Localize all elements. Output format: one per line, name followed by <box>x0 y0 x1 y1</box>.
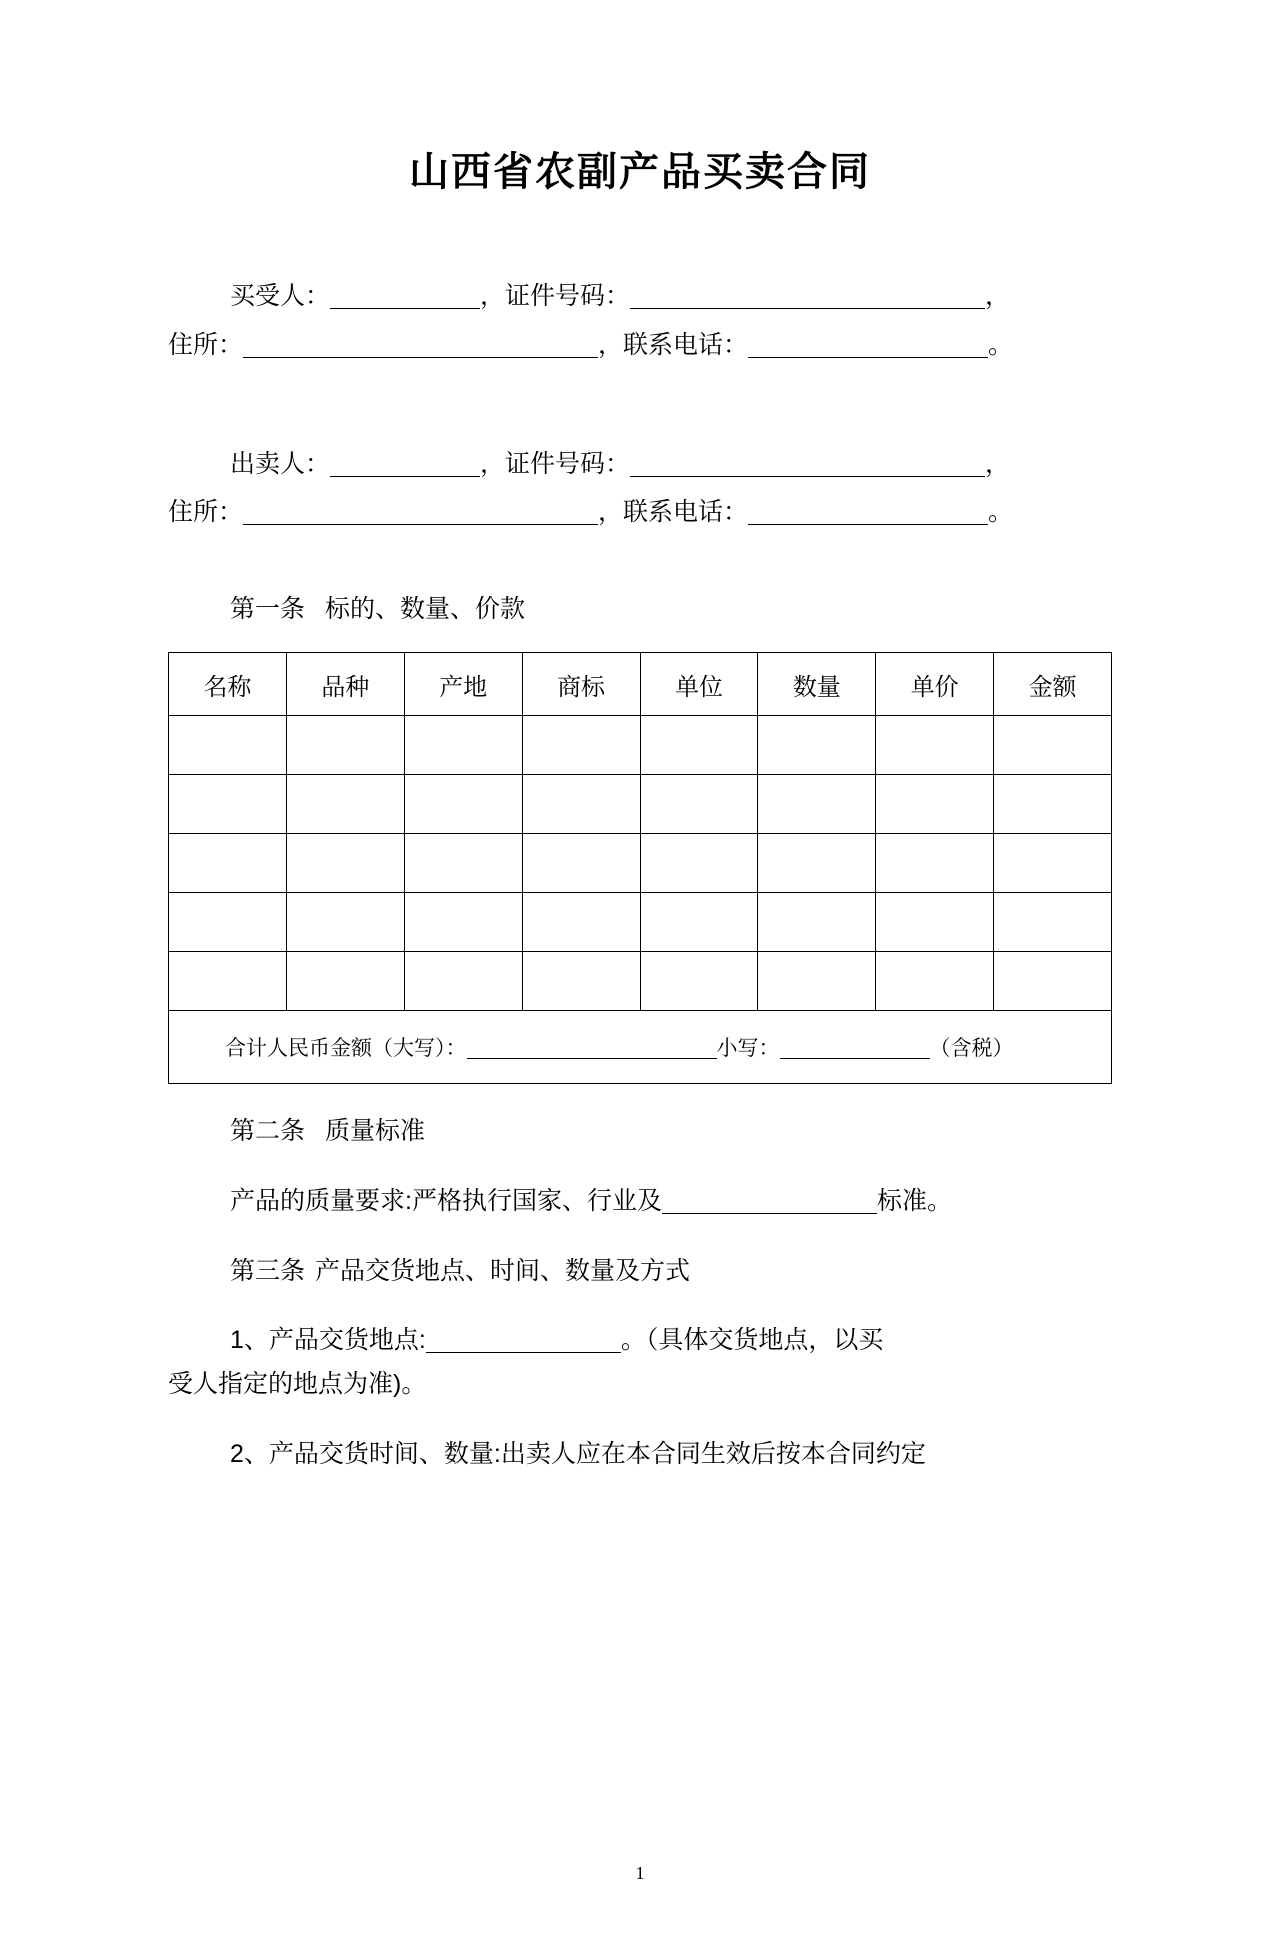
cell[interactable] <box>876 716 994 775</box>
col-header-name: 名称 <box>169 653 287 716</box>
cell[interactable] <box>404 893 522 952</box>
clause-three-item1-continued: 受人指定的地点为准)。 <box>168 1370 427 1398</box>
col-header-amount: 金额 <box>994 653 1112 716</box>
cell[interactable] <box>994 775 1112 834</box>
buyer-name-line <box>168 273 1112 322</box>
clause-two-heading <box>168 1110 1112 1154</box>
buyer-address-label: 住所： <box>168 331 244 359</box>
cell[interactable] <box>640 952 758 1011</box>
seller-phone-label: ，联系电话： <box>598 499 749 527</box>
col-header-variety: 品种 <box>286 653 404 716</box>
clause-three-item2: 2、产品交货时间、数量:出卖人应在本合同生效后按本合同约定 <box>230 1439 926 1468</box>
table-total-row <box>169 1011 1112 1084</box>
cell[interactable] <box>758 893 876 952</box>
cell[interactable] <box>522 834 640 893</box>
clause-three-heading <box>168 1250 1112 1294</box>
cell[interactable] <box>522 716 640 775</box>
table-row <box>169 893 1112 952</box>
col-header-unit-price: 单价 <box>876 653 994 716</box>
cell[interactable] <box>640 775 758 834</box>
cell[interactable] <box>876 952 994 1011</box>
total-amount-lowercase-field[interactable] <box>780 1036 930 1059</box>
cell[interactable] <box>286 775 404 834</box>
seller-address-line <box>168 489 1112 538</box>
buyer-name-field[interactable] <box>330 283 480 309</box>
cell[interactable] <box>404 952 522 1011</box>
col-header-unit: 单位 <box>640 653 758 716</box>
cell[interactable] <box>876 834 994 893</box>
cell[interactable] <box>758 834 876 893</box>
page-number: 1 <box>635 1863 645 1883</box>
delivery-place-label: 1、产品交货地点: <box>230 1326 426 1355</box>
buyer-block <box>168 273 1112 371</box>
seller-id-label: ，证件号码： <box>480 450 631 478</box>
cell[interactable] <box>404 834 522 893</box>
buyer-name-label: 买受人： <box>230 283 331 310</box>
quality-standard-field[interactable] <box>662 1188 877 1214</box>
cell[interactable] <box>404 775 522 834</box>
page-title: 山西省农副产品买卖合同 <box>409 149 871 194</box>
buyer-phone-label: ，联系电话： <box>598 331 749 359</box>
clause-three-item1 <box>168 1319 1112 1363</box>
seller-id-field[interactable] <box>630 451 985 477</box>
goods-table <box>168 652 1112 1084</box>
table-row <box>169 775 1112 834</box>
seller-address-field[interactable] <box>243 499 598 525</box>
buyer-address-line <box>168 322 1112 371</box>
buyer-address-line-end: 。 <box>988 331 1014 359</box>
table-row <box>169 952 1112 1011</box>
buyer-id-field[interactable] <box>630 283 985 309</box>
quality-text-before: 产品的质量要求:严格执行国家、行业及 <box>230 1186 662 1215</box>
cell[interactable] <box>876 775 994 834</box>
total-tax-note: （含税） <box>929 1036 1014 1060</box>
cell[interactable] <box>169 716 287 775</box>
cell[interactable] <box>522 775 640 834</box>
table-header-row <box>169 653 1112 716</box>
cell[interactable] <box>169 834 287 893</box>
cell[interactable] <box>640 834 758 893</box>
buyer-id-label: ，证件号码： <box>480 283 631 310</box>
clause-two-text <box>168 1180 1112 1224</box>
seller-address-line-end: 。 <box>988 499 1014 527</box>
delivery-place-field[interactable] <box>426 1327 621 1353</box>
cell[interactable] <box>286 716 404 775</box>
clause-three-title: 产品交货地点、时间、数量及方式 <box>315 1256 691 1285</box>
cell[interactable] <box>286 893 404 952</box>
buyer-address-field[interactable] <box>243 332 598 358</box>
cell[interactable] <box>994 834 1112 893</box>
total-amount-uppercase-field[interactable] <box>467 1036 717 1059</box>
cell[interactable] <box>994 952 1112 1011</box>
cell[interactable] <box>994 716 1112 775</box>
seller-name-line <box>168 441 1112 490</box>
cell[interactable] <box>286 952 404 1011</box>
clause-two-number: 第二条 <box>230 1118 306 1145</box>
seller-name-line-end: ， <box>985 450 1011 478</box>
cell[interactable] <box>640 893 758 952</box>
cell[interactable] <box>876 893 994 952</box>
cell[interactable] <box>758 775 876 834</box>
cell[interactable] <box>169 952 287 1011</box>
clause-one-heading <box>168 590 1112 630</box>
cell[interactable] <box>522 893 640 952</box>
quality-text-after: 标准。 <box>876 1186 952 1215</box>
table-row <box>169 716 1112 775</box>
cell[interactable] <box>522 952 640 1011</box>
cell[interactable] <box>169 775 287 834</box>
seller-address-label: 住所： <box>168 499 244 527</box>
clause-two-title: 质量标准 <box>325 1118 426 1145</box>
col-header-origin: 产地 <box>404 653 522 716</box>
cell[interactable] <box>640 716 758 775</box>
seller-name-label: 出卖人： <box>230 450 331 478</box>
cell[interactable] <box>758 716 876 775</box>
seller-block <box>168 441 1112 539</box>
table-row <box>169 834 1112 893</box>
buyer-phone-field[interactable] <box>748 332 988 358</box>
seller-name-field[interactable] <box>330 451 480 477</box>
cell[interactable] <box>404 716 522 775</box>
cell[interactable] <box>758 952 876 1011</box>
cell[interactable] <box>286 834 404 893</box>
total-cell <box>169 1011 1112 1084</box>
clause-one-title: 标的、数量、价款 <box>325 596 526 623</box>
total-amount-label: 合计人民币金额（大写）： <box>225 1036 467 1060</box>
delivery-place-note: 。（具体交货地点，以买 <box>620 1326 884 1355</box>
seller-phone-field[interactable] <box>748 499 988 525</box>
buyer-name-line-end: ， <box>985 283 1011 310</box>
document-page <box>0 140 1280 1950</box>
total-lowercase-label: 小写： <box>716 1036 780 1060</box>
clause-three-number: 第三条 <box>230 1256 306 1285</box>
cell[interactable] <box>994 893 1112 952</box>
col-header-quantity: 数量 <box>758 653 876 716</box>
clause-one-number: 第一条 <box>230 596 306 623</box>
cell[interactable] <box>169 893 287 952</box>
col-header-trademark: 商标 <box>522 653 640 716</box>
